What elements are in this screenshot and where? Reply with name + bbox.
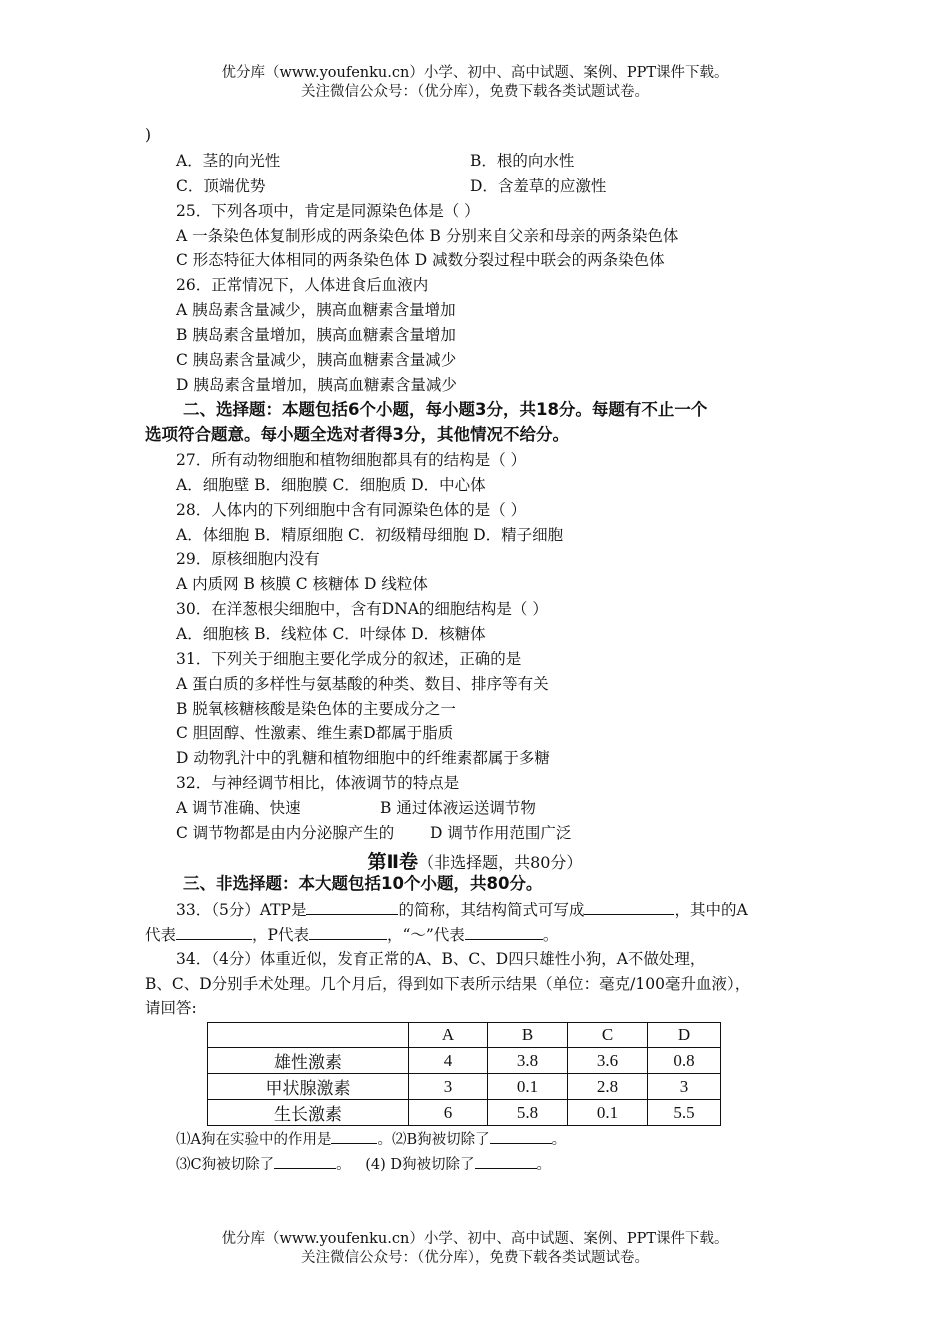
q31-option-c: C 胆固醇、性激素、维生素D都属于脂质 xyxy=(176,724,454,742)
q34-sub-4-end: 。 xyxy=(536,1157,551,1173)
q34-sub-3: ⑶C狗被切除了 xyxy=(176,1157,275,1173)
table-cell: 雄性激素 xyxy=(208,1048,409,1074)
q26-option-b: B 胰岛素含量增加，胰高血糖素含量增加 xyxy=(176,326,456,344)
q29-options: A 内质网 B 核膜 C 核糖体 D 线粒体 xyxy=(176,575,428,593)
table-header-cell: D xyxy=(648,1023,721,1048)
footer-line-1: 优分库（www.youfenku.cn）小学、初中、高中试题、案例、PPT课件下载。 xyxy=(221,1231,729,1247)
q29-stem: 29．原核细胞内没有 xyxy=(176,550,320,568)
q34-subquestions-row-1 xyxy=(176,1128,566,1150)
q24-tail: ) xyxy=(145,126,152,144)
table-header-cell: A xyxy=(409,1023,488,1048)
q33-text-7: 。 xyxy=(542,926,559,944)
table-cell: 3.6 xyxy=(568,1048,648,1074)
q33-text-2: 的简称，其结构简式可写成 xyxy=(398,901,585,919)
table-cell: 3 xyxy=(409,1074,488,1100)
q33-blank-1[interactable] xyxy=(306,899,398,915)
table-cell: 3.8 xyxy=(488,1048,568,1074)
q31-stem: 31．下列关于细胞主要化学成分的叙述，正确的是 xyxy=(176,650,522,668)
section-2-heading-line-2: 选项符合题意。每小题全选对者得3分，其他情况不给分。 xyxy=(145,425,569,444)
q32-stem: 32．与神经调节相比，体液调节的特点是 xyxy=(176,774,460,792)
q33-text-6: ，“～”代表 xyxy=(386,926,465,944)
q25-stem: 25．下列各项中，肯定是同源染色体是（ ） xyxy=(176,202,480,220)
q33-line-1 xyxy=(176,899,748,920)
table-header-row xyxy=(208,1023,721,1048)
table-cell: 0.1 xyxy=(488,1074,568,1100)
table-header-cell xyxy=(208,1023,409,1048)
q34-sub-2: ⑵B狗被切除了 xyxy=(391,1132,490,1148)
table-cell: 甲状腺激素 xyxy=(208,1074,409,1100)
q24-option-d: D．含羞草的应激性 xyxy=(470,177,607,195)
q26-option-c: C 胰岛素含量减少，胰高血糖素含量减少 xyxy=(176,351,457,369)
q34-sub-4: (4) D狗被切除了 xyxy=(365,1157,475,1173)
part-2-title-sub: （非选择题，共80分） xyxy=(418,853,583,872)
table-row xyxy=(208,1074,721,1100)
q34-blank-4[interactable] xyxy=(475,1153,537,1169)
q33-line-2 xyxy=(145,924,558,945)
table-cell: 0.8 xyxy=(648,1048,721,1074)
q24-option-a: A．茎的向光性 xyxy=(176,152,281,170)
q30-options: A．细胞核 B．线粒体 C．叶绿体 D．核糖体 xyxy=(176,625,486,643)
q33-text-4: 代表 xyxy=(145,926,177,944)
q34-blank-2[interactable] xyxy=(490,1128,552,1144)
section-3-heading: 三、非选择题：本大题包括10个小题，共80分。 xyxy=(183,874,543,893)
part-2-title xyxy=(0,847,950,874)
table-header-cell: C xyxy=(568,1023,648,1048)
q28-options: A．体细胞 B．精原细胞 C．初级精母细胞 D．精子细胞 xyxy=(176,526,564,544)
footer-line-2: 关注微信公众号：（优分库），免费下载各类试题试卷。 xyxy=(301,1250,649,1266)
q34-line-3: 请回答: xyxy=(145,999,197,1017)
table-cell: 0.1 xyxy=(568,1100,648,1126)
q34-blank-1[interactable] xyxy=(331,1128,377,1144)
table-row xyxy=(208,1100,721,1126)
q28-stem: 28．人体内的下列细胞中含有同源染色体的是（ ） xyxy=(176,501,527,519)
q26-stem: 26．正常情况下，人体进食后血液内 xyxy=(176,276,429,294)
table-cell: 5.5 xyxy=(648,1100,721,1126)
q32-option-d: D 调节作用范围广泛 xyxy=(430,824,572,842)
q34-sub-2-end: 。 xyxy=(551,1132,567,1148)
q33-text-3: ，其中的A xyxy=(674,901,748,919)
q34-blank-3[interactable] xyxy=(274,1153,336,1169)
table-cell: 生长激素 xyxy=(208,1100,409,1126)
q27-options: A．细胞壁 B．细胞膜 C．细胞质 D．中心体 xyxy=(176,476,486,494)
q34-sub-1-end: 。 xyxy=(377,1132,392,1148)
q26-option-d: D 胰岛素含量增加，胰高血糖素含量减少 xyxy=(176,376,457,394)
q32-option-a: A 调节准确、快速 xyxy=(176,799,301,817)
header-line-1: 优分库（www.youfenku.cn）小学、初中、高中试题、案例、PPT课件下载。 xyxy=(221,65,729,81)
q32-options-row-2 xyxy=(176,823,572,843)
table-cell: 2.8 xyxy=(568,1074,648,1100)
hormone-table xyxy=(207,1022,721,1126)
q32-options-row-1 xyxy=(176,798,536,818)
q34-sub-1: ⑴A狗在实验中的作用是 xyxy=(176,1132,332,1148)
q34-line-2: B、C、D分别手术处理。几个月后，得到如下表所示结果（单位：毫克/100毫升血液）， xyxy=(145,975,751,993)
q25-options-cd: C 形态特征大体相同的两条染色体 D 减数分裂过程中联会的两条染色体 xyxy=(176,251,665,269)
section-2-heading-line-1: 二、选择题：本题包括6个小题，每小题3分，共18分。每题有不止一个 xyxy=(183,400,708,419)
q31-option-d: D 动物乳汁中的乳糖和植物细胞中的纤维素都属于多糖 xyxy=(176,749,550,767)
table-cell: 3 xyxy=(648,1074,721,1100)
header-line-2: 关注微信公众号：（优分库），免费下载各类试题试卷。 xyxy=(301,84,649,100)
q33-text-5: ，P代表 xyxy=(252,926,309,944)
table-cell: 6 xyxy=(409,1100,488,1126)
q33-blank-3[interactable] xyxy=(176,924,252,940)
table-cell: 5.8 xyxy=(488,1100,568,1126)
q32-option-c: C 调节物都是由内分泌腺产生的 xyxy=(176,824,395,842)
q27-stem: 27．所有动物细胞和植物细胞都具有的结构是（ ） xyxy=(176,451,527,469)
q33-blank-4[interactable] xyxy=(309,924,387,940)
q24-options-row-1 xyxy=(176,151,575,171)
q31-option-a: A 蛋白质的多样性与氨基酸的种类、数目、排序等有关 xyxy=(176,675,549,693)
table-header-cell: B xyxy=(488,1023,568,1048)
q33-blank-2[interactable] xyxy=(584,899,674,915)
table-cell: 4 xyxy=(409,1048,488,1074)
q30-stem: 30．在洋葱根尖细胞中，含有DNA的细胞结构是（ ） xyxy=(176,600,548,618)
q26-option-a: A 胰岛素含量减少，胰高血糖素含量增加 xyxy=(176,301,456,319)
q24-options-row-2 xyxy=(176,176,607,196)
table-row xyxy=(208,1048,721,1074)
page-header xyxy=(0,64,950,102)
q25-options-ab: A 一条染色体复制形成的两条染色体 B 分别来自父亲和母亲的两条染色体 xyxy=(176,227,679,245)
q33-blank-5[interactable] xyxy=(465,924,543,940)
q31-option-b: B 脱氧核糖核酸是染色体的主要成分之一 xyxy=(176,700,456,718)
part-2-title-main: 第Ⅱ卷 xyxy=(367,851,419,873)
page-footer xyxy=(0,1230,950,1268)
q24-option-c: C．顶端优势 xyxy=(176,177,266,195)
q24-option-b: B．根的向水性 xyxy=(470,152,575,170)
q34-line-1: 34．（4分）体重近似，发育正常的A、B、C、D四只雄性小狗，A不做处理， xyxy=(176,950,706,968)
q33-text-1: 33．（5分）ATP是 xyxy=(176,901,307,919)
q34-sub-3-end: 。 xyxy=(336,1157,351,1173)
q34-subquestions-row-2 xyxy=(176,1153,551,1175)
q32-option-b: B 通过体液运送调节物 xyxy=(380,799,536,817)
